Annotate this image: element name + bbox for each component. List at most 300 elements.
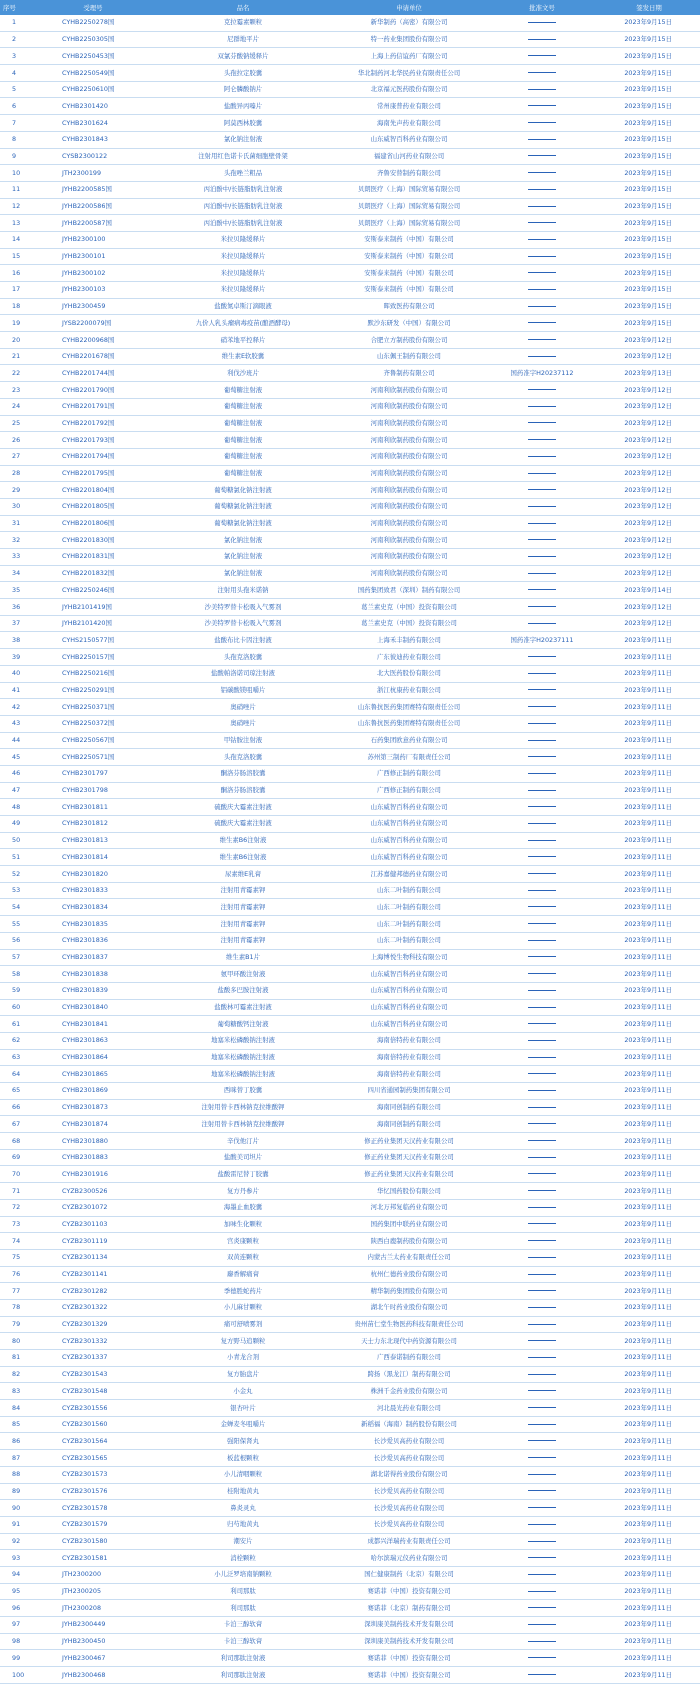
- serial-number-cell: 22: [0, 365, 32, 382]
- issue-date-cell: 2023年9月15日: [598, 65, 700, 82]
- approval-number-cell: [486, 916, 598, 933]
- serial-number-cell: 42: [0, 699, 32, 716]
- product-name-cell: 卡泊三醇软膏: [154, 1617, 332, 1634]
- serial-number-cell: 40: [0, 665, 32, 682]
- approval-number-cell: [486, 765, 598, 782]
- issue-date-cell: 2023年9月11日: [598, 949, 700, 966]
- issue-date-cell: 2023年9月11日: [598, 832, 700, 849]
- acceptance-number-cell: CYHB2301798: [32, 782, 154, 799]
- issue-date-cell: 2023年9月11日: [598, 1433, 700, 1450]
- table-row: [0, 15, 700, 31]
- issue-date-cell: 2023年9月11日: [598, 1600, 700, 1617]
- acceptance-number-cell: CYHB2301838: [32, 966, 154, 983]
- empty-dash: [528, 1023, 556, 1024]
- serial-number-cell: 78: [0, 1299, 32, 1316]
- table-row: [0, 1333, 700, 1350]
- issue-date-cell: 2023年9月11日: [598, 999, 700, 1016]
- serial-number-cell: 16: [0, 265, 32, 282]
- empty-dash: [528, 923, 556, 924]
- serial-number-cell: 92: [0, 1533, 32, 1550]
- issue-date-cell: 2023年9月15日: [598, 181, 700, 198]
- empty-dash: [528, 856, 556, 857]
- serial-number-cell: 45: [0, 749, 32, 766]
- issue-date-cell: 2023年9月11日: [598, 1450, 700, 1467]
- product-name-cell: 注射用青霉素钾: [154, 882, 332, 899]
- applicant-cell: 葛兰素史克（中国）投资有限公司: [332, 599, 486, 616]
- approval-number-cell: [486, 415, 598, 432]
- product-name-cell: 地塞米松磷酸钠注射液: [154, 1032, 332, 1049]
- serial-number-cell: 53: [0, 882, 32, 899]
- serial-number-cell: 64: [0, 1066, 32, 1083]
- product-name-cell: 沙美特罗替卡松吸入气雾剂: [154, 615, 332, 632]
- empty-dash: [528, 1657, 556, 1658]
- product-name-cell: 硫酸庆大霉素注射液: [154, 799, 332, 816]
- applicant-cell: 天士力东北现代中药资源有限公司: [332, 1333, 486, 1350]
- approval-number-cell: [486, 248, 598, 265]
- issue-date-cell: 2023年9月11日: [598, 682, 700, 699]
- acceptance-number-cell: CYHB2301837: [32, 949, 154, 966]
- applicant-cell: 常州康普药业有限公司: [332, 98, 486, 115]
- product-name-cell: 消栓颗粒: [154, 1550, 332, 1567]
- applicant-cell: 山东鲁抗医药集团赛特有限责任公司: [332, 699, 486, 716]
- empty-dash: [528, 589, 556, 590]
- acceptance-number-cell: CYHB2250371国: [32, 699, 154, 716]
- empty-dash: [528, 840, 556, 841]
- acceptance-number-cell: JTH2300199: [32, 165, 154, 182]
- issue-date-cell: 2023年9月15日: [598, 131, 700, 148]
- acceptance-number-cell: CYHB2201791国: [32, 398, 154, 415]
- table-row: [0, 1566, 700, 1583]
- issue-date-cell: 2023年9月12日: [598, 348, 700, 365]
- table-row: [0, 181, 700, 198]
- table-row: [0, 332, 700, 349]
- serial-number-cell: 85: [0, 1416, 32, 1433]
- table-row: [0, 899, 700, 916]
- applicant-cell: 齐鲁安替制药有限公司: [332, 165, 486, 182]
- serial-number-cell: 91: [0, 1516, 32, 1533]
- acceptance-number-cell: JYHB2300459: [32, 298, 154, 315]
- applicant-cell: 跨扬（黑龙江）制药有限公司: [332, 1366, 486, 1383]
- acceptance-number-cell: CYHB2250157国: [32, 649, 154, 666]
- acceptance-number-cell: CYHB2301883: [32, 1149, 154, 1166]
- table-row: [0, 1500, 700, 1517]
- product-name-cell: 盐酸氮卓斯汀滴眼液: [154, 298, 332, 315]
- acceptance-number-cell: CYZB2301329: [32, 1316, 154, 1333]
- empty-dash: [528, 656, 556, 657]
- approval-number-cell: [486, 866, 598, 883]
- product-name-cell: 利伐沙班片: [154, 365, 332, 382]
- empty-dash: [528, 1307, 556, 1308]
- acceptance-number-cell: CYHB2250571国: [32, 749, 154, 766]
- acceptance-number-cell: JTH2300205: [32, 1583, 154, 1600]
- product-name-cell: 桂附地黄丸: [154, 1483, 332, 1500]
- acceptance-number-cell: CYHB2201831国: [32, 549, 154, 566]
- serial-number-cell: 49: [0, 816, 32, 833]
- applicant-cell: 河南利欣制药股份有限公司: [332, 415, 486, 432]
- product-name-cell: 鼻炎灵丸: [154, 1500, 332, 1517]
- applicant-cell: 长沙爱贝高药业有限公司: [332, 1483, 486, 1500]
- acceptance-number-cell: CYHB2301865: [32, 1066, 154, 1083]
- applicant-cell: 修正药业集团天汉药业有限公司: [332, 1133, 486, 1150]
- acceptance-number-cell: CYHB2301835: [32, 916, 154, 933]
- table-row: [0, 1483, 700, 1500]
- product-name-cell: 复方胎盘片: [154, 1366, 332, 1383]
- approval-number-cell: [486, 882, 598, 899]
- table-row: [0, 1133, 700, 1150]
- approval-number-cell: [486, 1650, 598, 1667]
- approval-number-cell: [486, 682, 598, 699]
- product-name-cell: 强阳保肾丸: [154, 1433, 332, 1450]
- approval-number-cell: 国药准字H20237111: [486, 632, 598, 649]
- table-row: [0, 415, 700, 432]
- approval-number-cell: [486, 1216, 598, 1233]
- approval-number-cell: [486, 81, 598, 98]
- table-row: [0, 1316, 700, 1333]
- acceptance-number-cell: CYZB2301282: [32, 1283, 154, 1300]
- product-name-cell: 双黄连颗粒: [154, 1249, 332, 1266]
- issue-date-cell: 2023年9月11日: [598, 1083, 700, 1100]
- approval-number-cell: [486, 1633, 598, 1650]
- approval-number-cell: [486, 599, 598, 616]
- applicant-cell: 修正药业集团天汉药业有限公司: [332, 1166, 486, 1183]
- table-row: [0, 1016, 700, 1033]
- serial-number-cell: 13: [0, 215, 32, 232]
- issue-date-cell: 2023年9月12日: [598, 482, 700, 499]
- approval-number-cell: [486, 1483, 598, 1500]
- serial-number-cell: 68: [0, 1133, 32, 1150]
- approval-number-cell: [486, 131, 598, 148]
- approval-number-cell: [486, 1316, 598, 1333]
- table-row: [0, 1583, 700, 1600]
- table-row: [0, 1216, 700, 1233]
- applicant-cell: 山东威智百科药业有限公司: [332, 966, 486, 983]
- empty-dash: [528, 1490, 556, 1491]
- serial-number-cell: 44: [0, 732, 32, 749]
- acceptance-number-cell: JYHB2300101: [32, 248, 154, 265]
- serial-number-cell: 14: [0, 231, 32, 248]
- issue-date-cell: 2023年9月11日: [598, 715, 700, 732]
- applicant-cell: 山东威智百科药业有限公司: [332, 849, 486, 866]
- serial-number-cell: 54: [0, 899, 32, 916]
- serial-number-cell: 83: [0, 1383, 32, 1400]
- empty-dash: [528, 1123, 556, 1124]
- table-row: [0, 265, 700, 282]
- empty-dash: [528, 1207, 556, 1208]
- issue-date-cell: 2023年9月15日: [598, 231, 700, 248]
- serial-number-cell: 17: [0, 282, 32, 299]
- applicant-cell: 深圳康美制药技术开发有限公司: [332, 1633, 486, 1650]
- applicant-cell: 深圳康美制药技术开发有限公司: [332, 1617, 486, 1634]
- acceptance-number-cell: CYHB2201678国: [32, 348, 154, 365]
- applicant-cell: 新稻福（海南）制药股份有限公司: [332, 1416, 486, 1433]
- empty-dash: [528, 389, 556, 390]
- table-row: [0, 782, 700, 799]
- table-row: [0, 98, 700, 115]
- issue-date-cell: 2023年9月12日: [598, 398, 700, 415]
- approval-number-cell: [486, 1617, 598, 1634]
- serial-number-cell: 58: [0, 966, 32, 983]
- serial-number-cell: 20: [0, 332, 32, 349]
- issue-date-cell: 2023年9月15日: [598, 31, 700, 48]
- product-name-cell: 尿素维E乳膏: [154, 866, 332, 883]
- approval-number-cell: [486, 849, 598, 866]
- empty-dash: [528, 1157, 556, 1158]
- issue-date-cell: 2023年9月11日: [598, 1216, 700, 1233]
- approval-number-cell: [486, 699, 598, 716]
- product-name-cell: 复方丹参片: [154, 1183, 332, 1200]
- issue-date-cell: 2023年9月11日: [598, 1283, 700, 1300]
- approval-number-cell: [486, 1366, 598, 1383]
- product-name-cell: 利司那肽: [154, 1583, 332, 1600]
- table-row: [0, 282, 700, 299]
- product-name-cell: 金蝉麦冬咀嚼片: [154, 1416, 332, 1433]
- table-row: [0, 615, 700, 632]
- applicant-cell: 北大医药股份有限公司: [332, 665, 486, 682]
- approval-number-cell: [486, 1099, 598, 1116]
- empty-dash: [528, 72, 556, 73]
- acceptance-number-cell: CYZB2301581: [32, 1550, 154, 1567]
- applicant-cell: 河南利欣制药股份有限公司: [332, 532, 486, 549]
- table-row: [0, 365, 700, 382]
- product-name-cell: 辛伐他汀片: [154, 1133, 332, 1150]
- product-name-cell: 注射用替卡西林钠克拉维酸钾: [154, 1116, 332, 1133]
- product-name-cell: 葡萄糖酸钙注射液: [154, 1016, 332, 1033]
- approval-number-cell: [486, 899, 598, 916]
- table-row: [0, 1083, 700, 1100]
- issue-date-cell: 2023年9月15日: [598, 298, 700, 315]
- applicant-cell: 长沙爱贝高药业有限公司: [332, 1433, 486, 1450]
- empty-dash: [528, 1607, 556, 1608]
- product-name-cell: 维生素B1片: [154, 949, 332, 966]
- serial-number-cell: 31: [0, 515, 32, 532]
- issue-date-cell: 2023年9月11日: [598, 1266, 700, 1283]
- serial-number-cell: 81: [0, 1350, 32, 1367]
- approval-number-cell: [486, 549, 598, 566]
- product-name-cell: 利司那肽注射液: [154, 1650, 332, 1667]
- table-row: [0, 465, 700, 482]
- empty-dash: [528, 39, 556, 40]
- table-row: [0, 966, 700, 983]
- empty-dash: [528, 790, 556, 791]
- acceptance-number-cell: CYHB2301836: [32, 932, 154, 949]
- applicant-cell: 山东二叶制药有限公司: [332, 916, 486, 933]
- issue-date-cell: 2023年9月11日: [598, 1333, 700, 1350]
- table-row: [0, 448, 700, 465]
- approval-number-cell: [486, 949, 598, 966]
- approval-number-cell: [486, 1166, 598, 1183]
- serial-number-cell: 11: [0, 181, 32, 198]
- serial-number-cell: 6: [0, 98, 32, 115]
- product-name-cell: 小儿清咽颗粒: [154, 1466, 332, 1483]
- issue-date-cell: 2023年9月11日: [598, 1617, 700, 1634]
- empty-dash: [528, 289, 556, 290]
- empty-dash: [528, 806, 556, 807]
- empty-dash: [528, 1440, 556, 1441]
- product-name-cell: 阿仑膦酸钠片: [154, 81, 332, 98]
- acceptance-number-cell: CYHB2301841: [32, 1016, 154, 1033]
- acceptance-number-cell: CYZB2301332: [32, 1333, 154, 1350]
- issue-date-cell: 2023年9月11日: [598, 1149, 700, 1166]
- approval-number-cell: [486, 15, 598, 31]
- empty-dash: [528, 1424, 556, 1425]
- approval-number-cell: [486, 231, 598, 248]
- approval-number-cell: [486, 1249, 598, 1266]
- serial-number-cell: 7: [0, 115, 32, 132]
- empty-dash: [528, 1591, 556, 1592]
- product-name-cell: 小青龙合剂: [154, 1350, 332, 1367]
- applicant-cell: 默沙东研发（中国）有限公司: [332, 315, 486, 332]
- table-row: [0, 1283, 700, 1300]
- table-row: [0, 632, 700, 649]
- serial-number-cell: 3: [0, 48, 32, 65]
- empty-dash: [528, 456, 556, 457]
- table-row: [0, 165, 700, 182]
- approval-number-cell: 国药准字H20237112: [486, 365, 598, 382]
- product-name-cell: 盐酸林可霉素注射液: [154, 999, 332, 1016]
- issue-date-cell: 2023年9月13日: [598, 365, 700, 382]
- serial-number-cell: 56: [0, 932, 32, 949]
- applicant-cell: 河南利欣制药股份有限公司: [332, 515, 486, 532]
- applicant-cell: 晖致医药有限公司: [332, 298, 486, 315]
- approval-number-cell: [486, 732, 598, 749]
- serial-number-cell: 99: [0, 1650, 32, 1667]
- issue-date-cell: 2023年9月11日: [598, 1366, 700, 1383]
- applicant-cell: 山东佩王制药有限公司: [332, 348, 486, 365]
- acceptance-number-cell: CYZB2301556: [32, 1400, 154, 1417]
- applicant-cell: 贝朗医疗（上海）国际贸易有限公司: [332, 181, 486, 198]
- acceptance-number-cell: CYHB2250291国: [32, 682, 154, 699]
- acceptance-number-cell: CYHB2301873: [32, 1099, 154, 1116]
- header-row: [0, 0, 700, 15]
- applicant-cell: 山东威智百科药业有限公司: [332, 1016, 486, 1033]
- applicant-cell: 浙江杭康药业有限公司: [332, 682, 486, 699]
- table-row: [0, 315, 700, 332]
- approval-number-cell: [486, 1016, 598, 1033]
- product-name-cell: 丙泊酚中/长链脂肪乳注射液: [154, 198, 332, 215]
- product-name-cell: 尼群地平片: [154, 31, 332, 48]
- issue-date-cell: 2023年9月11日: [598, 816, 700, 833]
- table-row: [0, 198, 700, 215]
- applicant-cell: 河南利欣制药股份有限公司: [332, 448, 486, 465]
- table-row: [0, 1183, 700, 1200]
- empty-dash: [528, 1073, 556, 1074]
- serial-number-cell: 88: [0, 1466, 32, 1483]
- table-row: [0, 732, 700, 749]
- product-name-cell: 注射用青霉素钾: [154, 899, 332, 916]
- acceptance-number-cell: CYHB2250567国: [32, 732, 154, 749]
- acceptance-number-cell: CYHB2201794国: [32, 448, 154, 465]
- empty-dash: [528, 873, 556, 874]
- acceptance-number-cell: CYHB2301864: [32, 1049, 154, 1066]
- empty-dash: [528, 1641, 556, 1642]
- approval-number-cell: [486, 799, 598, 816]
- approval-number-cell: [486, 1350, 598, 1367]
- empty-dash: [528, 673, 556, 674]
- product-name-cell: 麝香解痛膏: [154, 1266, 332, 1283]
- acceptance-number-cell: CYHB2301811: [32, 799, 154, 816]
- empty-dash: [528, 1057, 556, 1058]
- applicant-cell: 贝朗医疗（上海）国际贸易有限公司: [332, 198, 486, 215]
- empty-dash: [528, 623, 556, 624]
- table-row: [0, 81, 700, 98]
- approval-number-cell: [486, 31, 598, 48]
- acceptance-number-cell: CYHB2250372国: [32, 715, 154, 732]
- product-name-cell: 小金丸: [154, 1383, 332, 1400]
- approval-number-cell: [486, 1516, 598, 1533]
- issue-date-cell: 2023年9月15日: [598, 148, 700, 165]
- header-serial-number: 序号: [0, 0, 32, 15]
- issue-date-cell: 2023年9月11日: [598, 916, 700, 933]
- applicant-cell: 齐鲁制药有限公司: [332, 365, 486, 382]
- product-name-cell: 注射用红色诺卡氏菌细胞壁骨架: [154, 148, 332, 165]
- header-acceptance-number: 受理号: [32, 0, 154, 15]
- empty-dash: [528, 1090, 556, 1091]
- acceptance-number-cell: JYHB2300467: [32, 1650, 154, 1667]
- product-name-cell: 米拉贝隆缓释片: [154, 282, 332, 299]
- serial-number-cell: 71: [0, 1183, 32, 1200]
- empty-dash: [528, 1240, 556, 1241]
- applicant-cell: 山东威智百科药业有限公司: [332, 131, 486, 148]
- product-name-cell: 葡萄糖注射液: [154, 448, 332, 465]
- serial-number-cell: 8: [0, 131, 32, 148]
- acceptance-number-cell: CYZB2301543: [32, 1366, 154, 1383]
- applicant-cell: 特一药业集团股份有限公司: [332, 31, 486, 48]
- issue-date-cell: 2023年9月15日: [598, 98, 700, 115]
- product-name-cell: 葡萄糖注射液: [154, 398, 332, 415]
- applicant-cell: 赛诺菲（中国）投资有限公司: [332, 1583, 486, 1600]
- approval-number-cell: [486, 115, 598, 132]
- product-name-cell: 注射用替卡西林钠克拉维酸钾: [154, 1099, 332, 1116]
- acceptance-number-cell: CYHB2301812: [32, 816, 154, 833]
- applicant-cell: 上海禾丰制药有限公司: [332, 632, 486, 649]
- applicant-cell: 山东鲁抗医药集团赛特有限责任公司: [332, 715, 486, 732]
- issue-date-cell: 2023年9月11日: [598, 1116, 700, 1133]
- product-name-cell: 阿莫西林胶囊: [154, 115, 332, 132]
- table-row: [0, 1166, 700, 1183]
- serial-number-cell: 75: [0, 1249, 32, 1266]
- applicant-cell: 河北晨光药业有限公司: [332, 1400, 486, 1417]
- acceptance-number-cell: CYSB2300122: [32, 148, 154, 165]
- acceptance-number-cell: CYHB2301420: [32, 98, 154, 115]
- issue-date-cell: 2023年9月11日: [598, 1049, 700, 1066]
- table-row: [0, 382, 700, 399]
- issue-date-cell: 2023年9月14日: [598, 582, 700, 599]
- empty-dash: [528, 1274, 556, 1275]
- product-name-cell: 氯化钠注射液: [154, 532, 332, 549]
- approval-number-cell: [486, 1149, 598, 1166]
- product-name-cell: 头孢克洛胶囊: [154, 749, 332, 766]
- acceptance-number-cell: CYHB2250453国: [32, 48, 154, 65]
- applicant-cell: 广西修正制药有限公司: [332, 765, 486, 782]
- empty-dash: [528, 272, 556, 273]
- applicant-cell: 山东威智百科药业有限公司: [332, 999, 486, 1016]
- product-name-cell: 酮洛芬肠溶胶囊: [154, 765, 332, 782]
- acceptance-number-cell: CYHB2201806国: [32, 515, 154, 532]
- table-body: [0, 15, 700, 1683]
- product-name-cell: 铝碳酸镁咀嚼片: [154, 682, 332, 699]
- approval-number-cell: [486, 982, 598, 999]
- serial-number-cell: 26: [0, 432, 32, 449]
- acceptance-number-cell: CYHB2301916: [32, 1166, 154, 1183]
- product-name-cell: 氯化钠注射液: [154, 565, 332, 582]
- serial-number-cell: 55: [0, 916, 32, 933]
- applicant-cell: 山东威智百科药业有限公司: [332, 816, 486, 833]
- table-row: [0, 549, 700, 566]
- acceptance-number-cell: JYHB2101420国: [32, 615, 154, 632]
- product-name-cell: 银杏叶片: [154, 1400, 332, 1417]
- acceptance-number-cell: CYHB2201804国: [32, 482, 154, 499]
- acceptance-number-cell: CYHB2201790国: [32, 382, 154, 399]
